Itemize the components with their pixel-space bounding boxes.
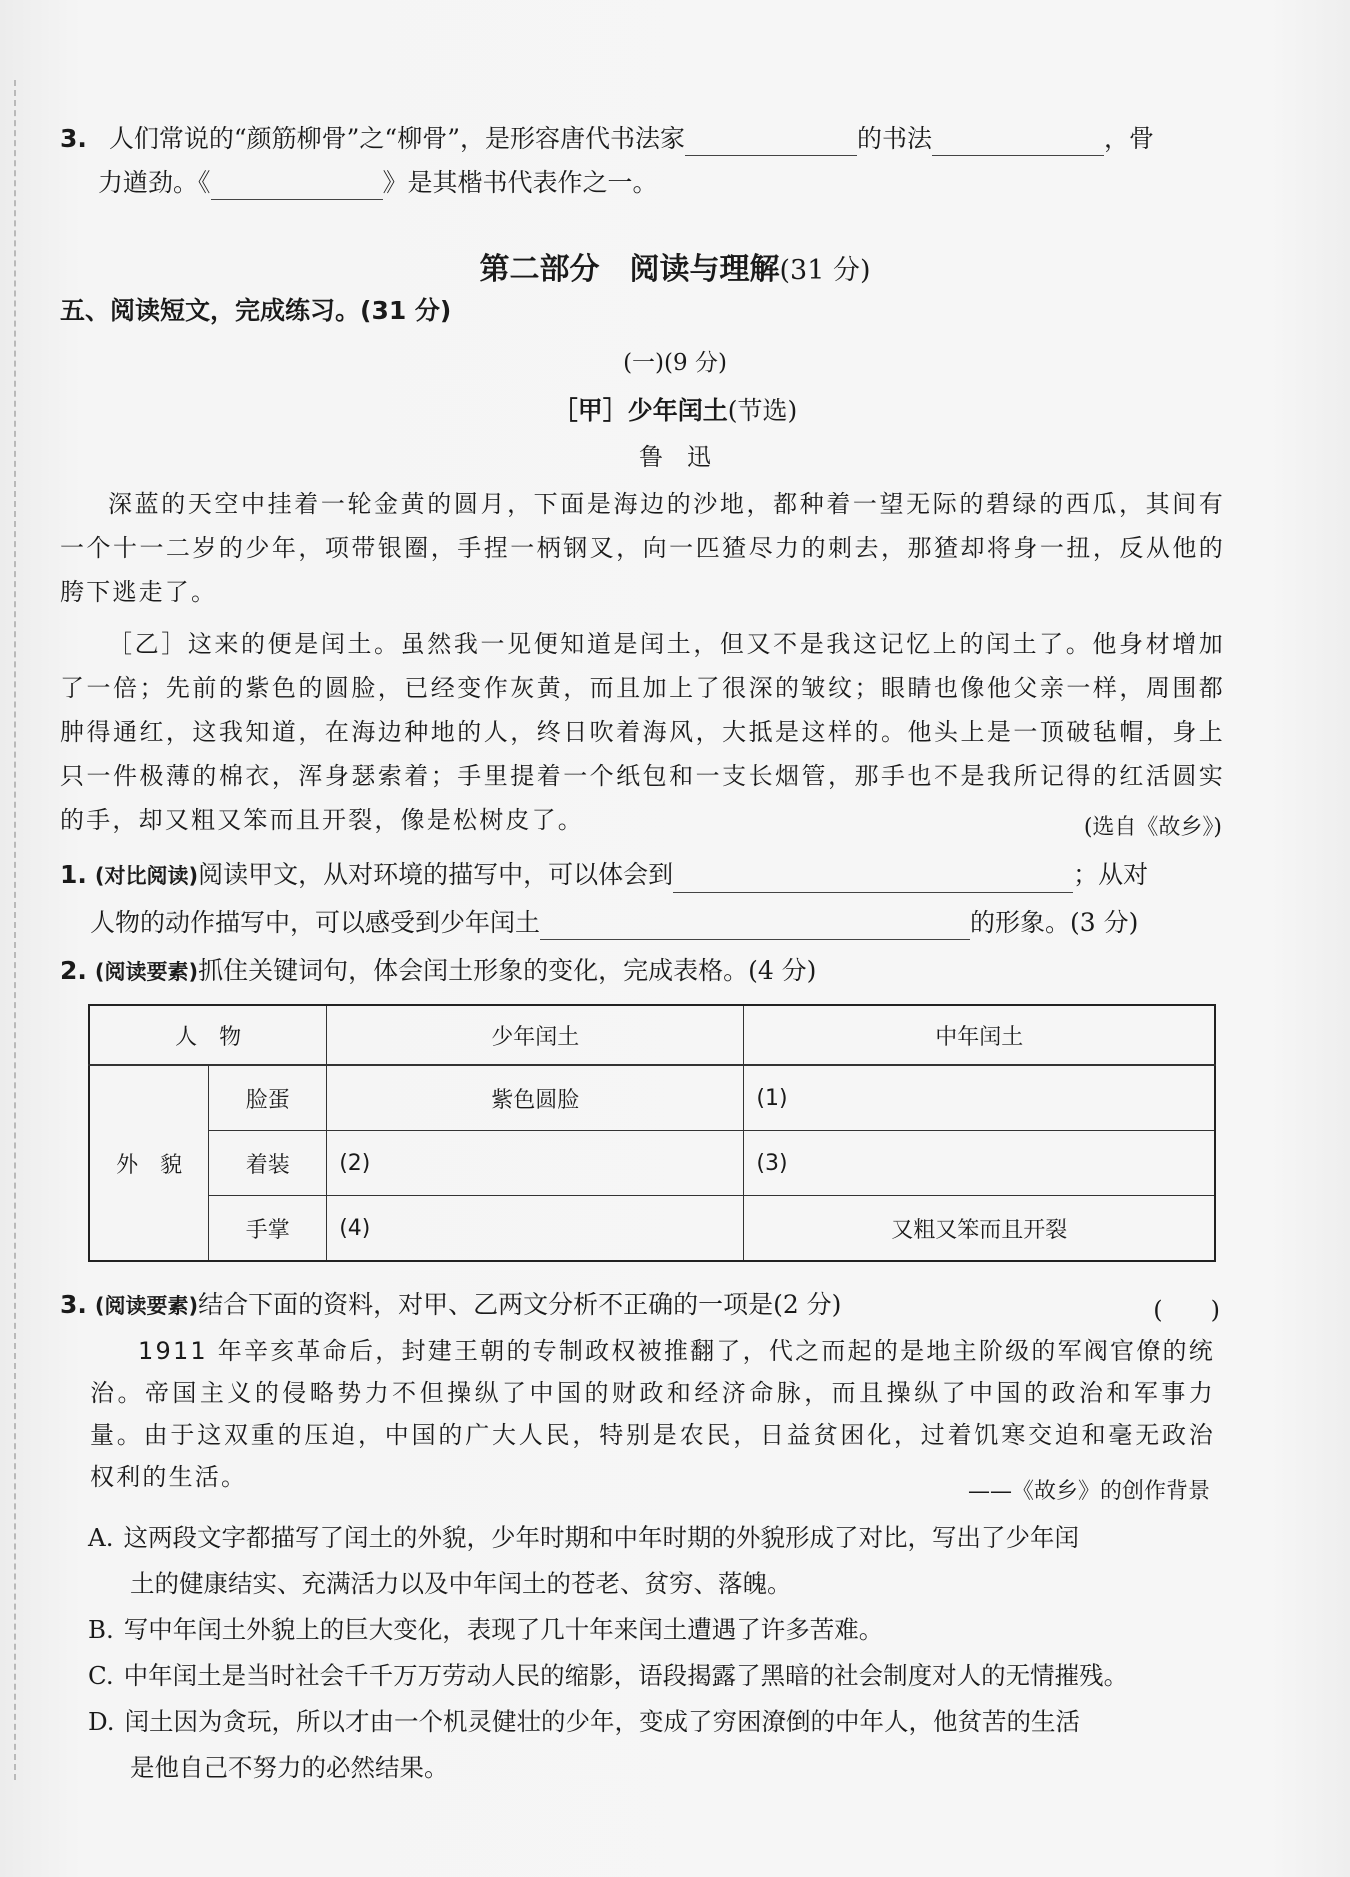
question1-line1	[60, 858, 1148, 893]
aspect-hands: 手掌	[209, 1196, 327, 1262]
option-d[interactable]	[88, 1699, 1228, 1791]
comparison-table	[88, 1004, 1216, 1262]
q3-top-text-a: 人们常说的“颜筋柳骨”之“柳骨”，是形容唐代书法家	[108, 124, 685, 153]
question2-text: 抓住关键词句，体会闰土形象的变化，完成表格。(4 分)	[198, 956, 817, 985]
passage-jia-tag: ［甲］	[552, 396, 628, 425]
sub1-label: (一)	[623, 350, 665, 376]
header-person: 人 物	[89, 1005, 327, 1065]
passage-jia-author: 鲁 迅	[639, 443, 711, 471]
option-c-label: C.	[88, 1661, 114, 1690]
option-a-line1: 这两段文字都描写了闰土的外貌，少年时期和中年时期的外貌形成了对比，写出了少年闰	[123, 1523, 1079, 1552]
group-appearance: 外 貌	[89, 1065, 209, 1261]
option-a-line2: 土的健康结实、充满活力以及中年闰土的苍老、贫穷、落魄。	[130, 1569, 792, 1598]
header-young: 少年闰土	[327, 1005, 744, 1065]
option-d-label: D.	[88, 1707, 115, 1736]
passage-jia-title: 少年闰土	[627, 396, 728, 425]
q3-top-line1	[60, 122, 1154, 156]
part2-heading	[0, 244, 1350, 288]
table-row	[89, 1196, 1215, 1262]
passage-yi-text: 这来的便是闰土。虽然我一见便知道是闰土，但又不是我这记忆上的闰土了。他身材增加了一倍；先前的紫色的圆脸，已经变作灰黄，而且加上了很深的皱纹；眼睛也像他父亲一样，周围都肿得通红，这我知道，在海边种地的人，终日吹着海风，大抵是这样的。他头上是一顶破毡帽，身上只一件极薄的棉衣，浑身瑟索着；手里提着一个纸包和一支长烟管，那手也不是我所记得的红活圆实的手，却又粗又笨而且开裂，像是松树皮了。	[60, 630, 1226, 834]
question2-number: 2.	[60, 956, 87, 985]
material-body	[90, 1330, 1215, 1498]
question1-text-b: ；从对	[1073, 860, 1149, 889]
option-a[interactable]	[88, 1515, 1228, 1607]
style-blank[interactable]	[932, 129, 1104, 156]
section5-heading	[60, 294, 451, 328]
answer-box[interactable]: ( )	[1153, 1296, 1220, 1324]
aspect-face: 脸蛋	[209, 1065, 327, 1131]
q3-top-text-c: ，骨	[1104, 124, 1155, 153]
q3-top-text-e: 》是其楷书代表作之一。	[382, 168, 658, 197]
option-a-label: A.	[88, 1523, 114, 1552]
option-c[interactable]	[88, 1653, 1228, 1699]
young-hands-cell[interactable]: (4)	[327, 1196, 744, 1262]
question1-text-d: 的形象。(3 分)	[970, 908, 1139, 937]
passage-jia-text: 深蓝的天空中挂着一轮金黄的圆月，下面是海边的沙地，都种着一望无际的碧绿的西瓜，其间有一个十一二岁的少年，项带银圈，手捏一柄钢叉，向一匹猹尽力的刺去，那猹却将身一扭，反从他的胯下逃走了。	[60, 490, 1225, 606]
option-d-line1: 闰土因为贪玩，所以才由一个机灵健壮的少年，变成了穷困潦倒的中年人，他贫苦的生活	[124, 1707, 1081, 1736]
passage-yi-paragraph	[60, 622, 1225, 842]
option-b-label: B.	[88, 1615, 114, 1644]
table-row	[89, 1131, 1215, 1196]
question1-tag: (对比阅读)	[94, 864, 199, 888]
middle-hands: 又粗又笨而且开裂	[744, 1196, 1215, 1262]
question1-text-c: 人物的动作描写中，可以感受到少年闰土	[90, 908, 541, 937]
question1-text-a: 阅读甲文，从对环境的描写中，可以体会到	[198, 860, 674, 889]
sub1-score: (9 分)	[664, 350, 727, 376]
question3-number: 3.	[60, 1290, 87, 1319]
header-middle: 中年闰土	[744, 1005, 1215, 1065]
question1-line2	[90, 906, 1138, 940]
passage-yi-tag: ［乙］	[108, 630, 188, 658]
material-source: ——《故乡》的创作背景	[967, 1479, 1210, 1504]
question2-line	[60, 954, 816, 989]
passage-jia-body	[60, 482, 1225, 614]
passage-jia-heading	[0, 391, 1350, 427]
section5-score: (31 分)	[360, 296, 452, 325]
young-face: 紫色圆脸	[327, 1065, 744, 1131]
table-row	[89, 1065, 1215, 1131]
question1-number: 1.	[60, 860, 87, 889]
option-b[interactable]	[88, 1607, 1228, 1653]
question3-line	[60, 1288, 841, 1323]
passage-yi-source: (选自《故乡》)	[1083, 815, 1222, 840]
image-blank[interactable]	[540, 913, 970, 940]
question3-tag: (阅读要素)	[94, 1294, 199, 1318]
q3-top-line2	[98, 166, 658, 200]
material-text: 1911 年辛亥革命后，封建王朝的专制政权被推翻了，代之而起的是地主阶级的军阀官僚的统治。帝国主义的侵略势力不但操纵了中国的财政和经济命脉，而且操纵了中国的政治和军事力量。由于这双重的压迫，中国的广大人民，特别是农民，日益贫困化，过着饥寒交迫和毫无政治权利的生活。	[90, 1337, 1215, 1491]
option-b-line1: 写中年闰土外貌上的巨大变化，表现了几十年来闰土遭遇了许多苦难。	[123, 1615, 884, 1644]
q3-top-text-d: 力遒劲。《	[98, 168, 211, 197]
part2-title: 第二部分 阅读与理解	[479, 252, 780, 287]
option-c-line1: 中年闰土是当时社会千千万万劳动人民的缩影，语段揭露了黑暗的社会制度对人的无情摧残。	[123, 1661, 1129, 1690]
question2-tag: (阅读要素)	[94, 960, 199, 984]
young-clothing-cell[interactable]: (2)	[327, 1131, 744, 1196]
passage-yi-body	[60, 622, 1225, 842]
table-header-row	[89, 1005, 1215, 1065]
work-title-blank[interactable]	[211, 173, 383, 200]
sub1-heading	[0, 344, 1350, 377]
passage-jia-note: (节选)	[727, 396, 798, 425]
part2-score: (31 分)	[779, 255, 871, 286]
q3-top-number: 3.	[60, 124, 87, 153]
section5-title: 五、阅读短文，完成练习。	[60, 296, 361, 325]
environment-blank[interactable]	[673, 866, 1073, 893]
aspect-clothing: 着装	[209, 1131, 327, 1196]
option-d-line2: 是他自己不努力的必然结果。	[130, 1753, 449, 1782]
question3-text: 结合下面的资料，对甲、乙两文分析不正确的一项是(2 分)	[198, 1290, 842, 1319]
middle-clothing-cell[interactable]: (3)	[744, 1131, 1215, 1196]
calligrapher-blank[interactable]	[685, 129, 857, 156]
middle-face-cell[interactable]: (1)	[744, 1065, 1215, 1131]
binding-margin-line	[14, 80, 16, 1780]
q3-top-text-b: 的书法	[856, 124, 932, 153]
